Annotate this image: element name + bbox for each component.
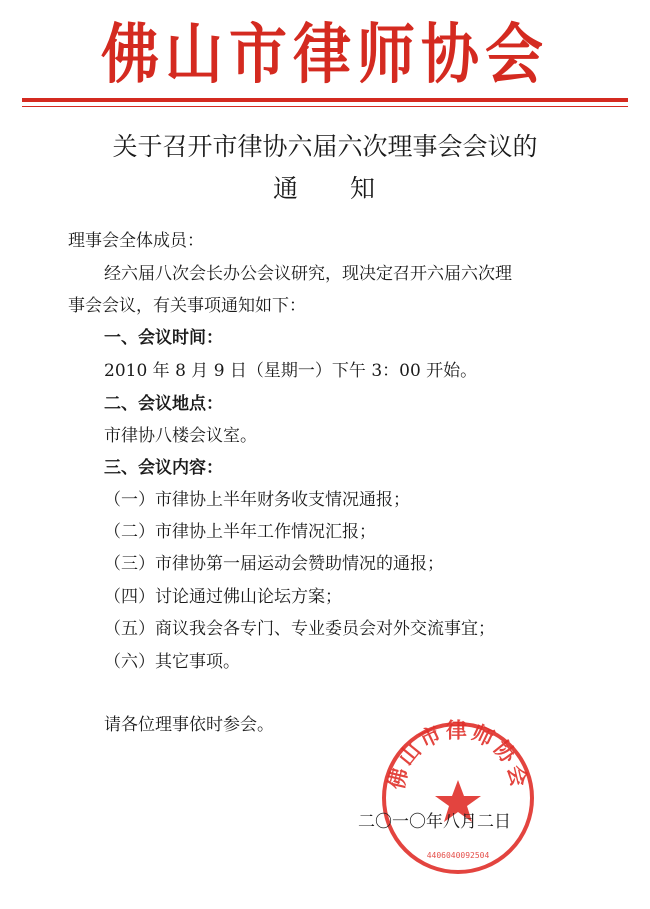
letterhead-rule-thick bbox=[22, 98, 628, 102]
section-content-heading: 三、会议内容： bbox=[104, 458, 223, 478]
agenda-item: （一）市律协上半年财务收支情况通报； bbox=[104, 490, 410, 510]
intro-line-1: 经六届八次会长办公会议研究，现决定召开六届六次理 bbox=[104, 264, 512, 284]
svg-text:4406040092504: 4406040092504 bbox=[426, 851, 490, 860]
section-place-heading: 二、会议地点： bbox=[104, 394, 223, 414]
salutation: 理事会全体成员： bbox=[68, 231, 204, 251]
agenda-item: （四）讨论通过佛山论坛方案； bbox=[104, 587, 342, 607]
official-seal bbox=[378, 718, 538, 878]
agenda-item: （二）市律协上半年工作情况汇报； bbox=[104, 522, 376, 542]
agenda-item: （三）市律协第一届运动会赞助情况的通报； bbox=[104, 554, 444, 574]
section-time-content: 2010 年 8 月 9 日（星期一）下午 3：00 开始。 bbox=[104, 361, 478, 381]
intro-line-2: 事会会议，有关事项通知如下： bbox=[68, 296, 306, 316]
notice-title-char-2: 知 bbox=[350, 174, 378, 203]
notice-title-char-1: 通 bbox=[272, 174, 300, 203]
notice-title-line1: 关于召开市律协六届六次理事会会议的 bbox=[112, 132, 538, 161]
letterhead-rule-thin bbox=[22, 106, 628, 107]
agenda-item: （六）其它事项。 bbox=[104, 652, 240, 672]
closing-line: 请各位理事依时参会。 bbox=[104, 715, 274, 735]
notice-title-line2 bbox=[0, 172, 650, 206]
letterhead-title: 佛山市律师协会 bbox=[100, 16, 549, 93]
svg-text:佛山市律师协会: 佛山市律师协会 bbox=[384, 718, 532, 792]
section-place-content: 市律协八楼会议室。 bbox=[104, 426, 257, 446]
section-time-heading: 一、会议时间： bbox=[104, 328, 223, 348]
issue-date: 二〇一〇年八月二日 bbox=[358, 812, 511, 832]
agenda-item: （五）商议我会各专门、专业委员会对外交流事宜； bbox=[104, 619, 495, 639]
